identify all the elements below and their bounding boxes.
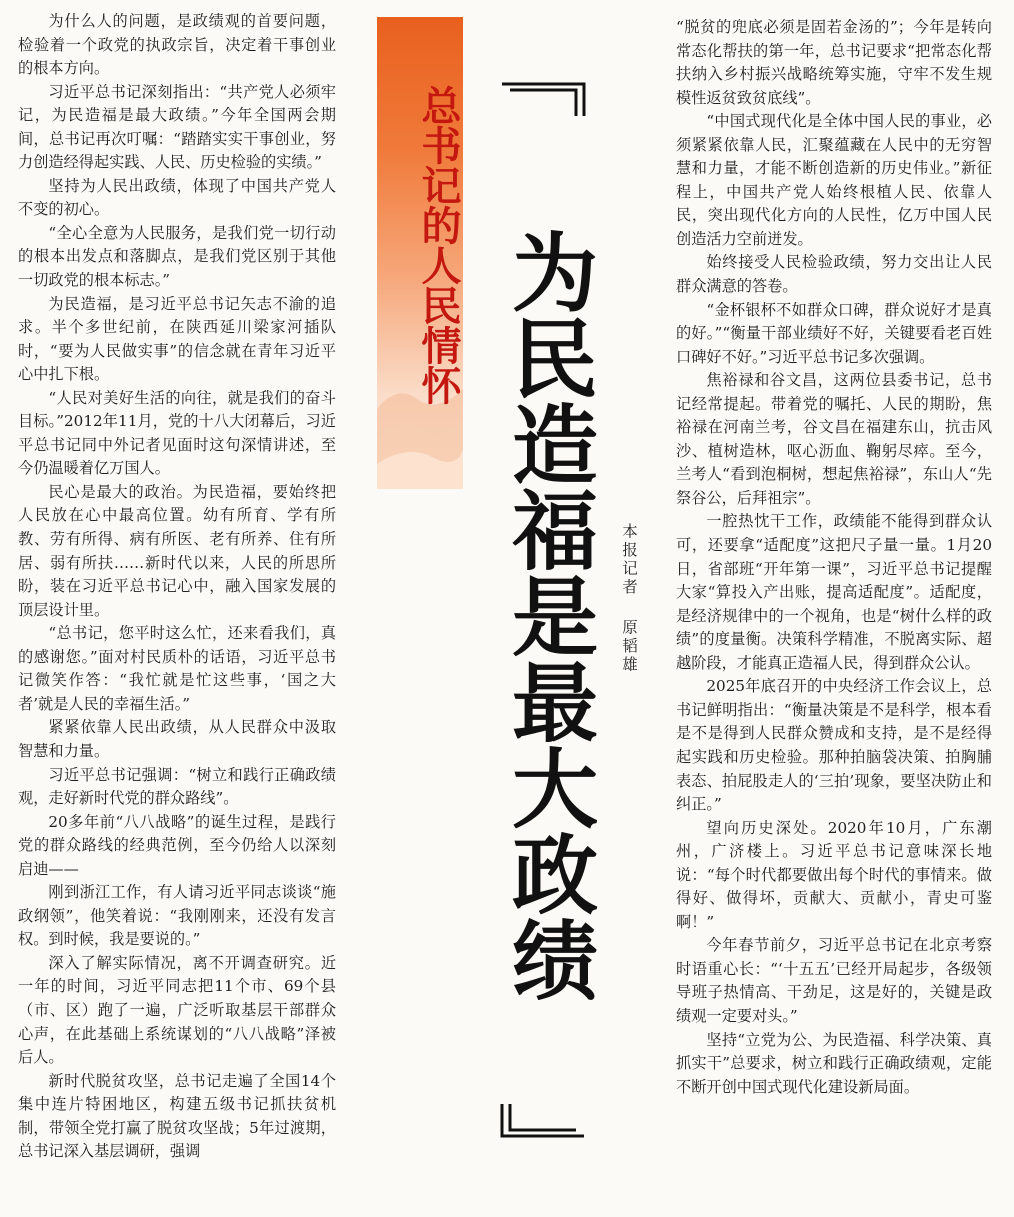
headline: 为民造福是最大政绩 bbox=[497, 228, 597, 1002]
paragraph: 紧紧依靠人民出政绩，从人民群众中汲取智慧和力量。 bbox=[18, 718, 336, 760]
paragraph: 焦裕禄和谷文昌，这两位县委书记，总书记经常提起。带着党的嘱托、人民的期盼，焦裕禄在河南兰考，谷文昌在福建东山，抗击风沙、植树造林，呕心沥血、鞠躬尽瘁。至今，兰考人“看到泡桐树，想起焦裕禄”，东山人“先祭谷公，后拜祖宗”。 bbox=[676, 371, 992, 507]
paragraph: “人民对美好生活的向往，就是我们的奋斗目标。”2012年11月，党的十八大闭幕后，习近平总书记同中外记者见面时这句深情讲述，至今仍温暖着亿万国人。 bbox=[18, 388, 336, 478]
banner-title: 总书记的人民情怀 bbox=[415, 85, 461, 405]
paragraph: 刚到浙江工作，有人请习近平同志谈谈“施政纲领”，他笑着说：“我刚刚来，还没有发言权。到时候，我是要说的。” bbox=[18, 883, 336, 949]
paragraph: 一腔热忱干工作，政绩能不能得到群众认可，还要拿“适配度”这把尺子量一量。1月20日，省部班“开年第一课”，习近平总书记提醒大家“算投入产出账，提高适配度”。适配度，是经济规律中的一个视角，也是“树什么样的政绩”的度量衡。决策科学精准，不脱离实际、超越阶段，才能真正造福人民，得到群众公认。 bbox=[676, 512, 992, 672]
paragraph: “总书记，您平时这么忙，还来看我们，真的感谢您。”面对村民质朴的话语，习近平总书记微笑作答：“我忙就是忙这些事，‘国之大者’就是人民的幸福生活。” bbox=[18, 624, 336, 713]
paragraph: “全心全意为人民服务，是我们党一切行动的根本出发点和落脚点，是我们党区别于其他一切政党的根本标志。” bbox=[18, 223, 336, 290]
paragraph: “脱贫的兜底必须是固若金汤的”；今年是转向常态化帮扶的第一年，总书记要求“把常态化帮扶纳入乡村振兴战略统筹实施，守牢不发生规模性返贫致贫底线”。 bbox=[676, 18, 992, 107]
section-banner bbox=[377, 17, 463, 489]
paragraph: 望向历史深处。2020年10月，广东潮州，广济楼上。习近平总书记意味深长地说：“每个时代都要做出每个时代的事情来。做得好、做得坏，贡献大、贡献小，青史可鉴啊！” bbox=[676, 818, 992, 931]
paragraph: 新时代脱贫攻坚，总书记走遍了全国14个集中连片特困地区，构建五级书记抓扶贫机制，带领全党打赢了脱贫攻坚战；5年过渡期，总书记深入基层调研，强调 bbox=[18, 1071, 336, 1161]
paragraph: 习近平总书记强调：“树立和践行正确政绩观，走好新时代党的群众路线”。 bbox=[18, 765, 336, 808]
article-column-right bbox=[676, 16, 992, 1099]
article-column-left bbox=[18, 10, 336, 1164]
paragraph: 始终接受人民检验政绩，努力交出让人民群众满意的答卷。 bbox=[676, 253, 992, 296]
byline-role: 本报记者 bbox=[620, 523, 638, 597]
paragraph: 坚持“立党为公、为民造福、科学决策、真抓实干”总要求，树立和践行正确政绩观，定能不断开创中国式现代化建设新局面。 bbox=[676, 1030, 992, 1096]
paragraph: 坚持为人民出政绩，体现了中国共产党人不变的初心。 bbox=[18, 176, 336, 219]
paragraph: “中国式现代化是全体中国人民的事业，必须紧紧依靠人民，汇聚蕴藏在人民中的无穷智慧和力量，才能不断创造新的历史伟业。”新征程上，中国共产党人始终根植人民、依靠人民，突出现代化方向的人民性，亿万中国人民创造活力空前迸发。 bbox=[676, 112, 992, 248]
byline-name: 原韬雄 bbox=[620, 619, 638, 675]
paragraph: 深入了解实际情况，离不开调查研究。近一年的时间，习近平同志把11个市、69个县（市、区）跑了一遍，广泛听取基层干部群众心声，在此基础上系统谋划的“八八战略”泽被后人。 bbox=[18, 953, 336, 1067]
paragraph: 为什么人的问题，是政绩观的首要问题，检验着一个政党的执政宗旨，决定着干事创业的根本方向。 bbox=[18, 12, 336, 78]
paragraph: 20多年前“八八战略”的诞生过程，是践行党的群众路线的经典范例，至今仍给人以深刻启迪—— bbox=[18, 812, 336, 878]
paragraph: “金杯银杯不如群众口碑，群众说好才是真的好。”“衡量干部业绩好不好，关键要看老百姓口碑好不好。”习近平总书记多次强调。 bbox=[676, 300, 992, 366]
byline bbox=[618, 523, 640, 703]
paragraph: 习近平总书记深刻指出：“共产党人必须牢记，为民造福是最大政绩。”今年全国两会期间，总书记再次叮嘱：“踏踏实实干事创业，努力创造经得起实践、人民、历史检验的实绩。” bbox=[18, 82, 336, 172]
paragraph: 民心是最大的政治。为民造福，要始终把人民放在心中最高位置。幼有所育、学有所教、劳有所得、病有所医、老有所养、住有所居、弱有所扶……新时代以来，人民的所思所盼，装在习近平总书记心中，融入国家发展的顶层设计里。 bbox=[18, 482, 336, 619]
paragraph: 为民造福，是习近平总书记矢志不渝的追求。半个多世纪前，在陕西延川梁家河插队时，“要为人民做实事”的信念就在青年习近平心中扎下根。 bbox=[18, 294, 336, 384]
corner-bracket-top bbox=[498, 80, 588, 120]
paragraph: 今年春节前夕，习近平总书记在北京考察时语重心长：“‘十五五’已经开局起步，各级领导班子热情高、干劲足，这是好的，关键是政绩观一定要对头。” bbox=[676, 936, 992, 1025]
corner-bracket-bottom bbox=[498, 1100, 588, 1140]
headline-block bbox=[492, 80, 602, 1140]
paragraph: 2025年底召开的中央经济工作会议上，总书记鲜明指出：“衡量决策是不是科学，根本看是不是得到人民群众赞成和支持，是不是经得起实践和历史检验。那种拍脑袋决策、拍胸脯表态、拍屁股走人的‘三拍’现象，要坚决防止和纠正。” bbox=[676, 677, 992, 814]
